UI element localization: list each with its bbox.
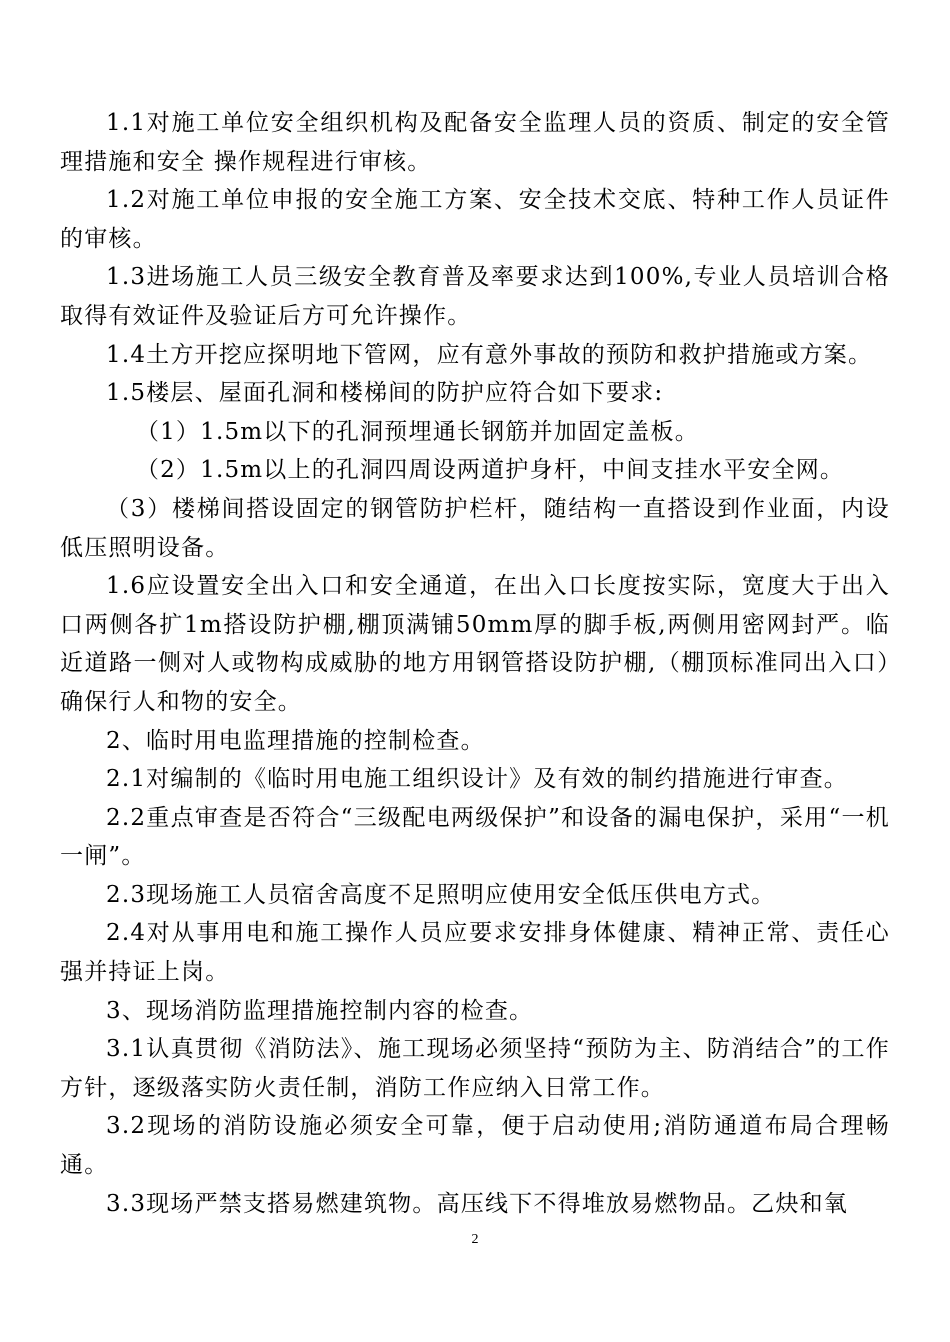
paragraph-2-2: 2.2重点审查是否符合“三级配电两级保护”和设备的漏电保护，采用“一机一闸”。 xyxy=(60,804,890,870)
list-item-2: （2）1.5m以上的孔洞四周设两道护身杆，中间支挂水平安全网。 xyxy=(135,457,845,484)
paragraph-2-4: 2.4对从事用电和施工操作人员应要求安排身体健康、精神正常、责任心强并持证上岗。 xyxy=(60,920,890,986)
paragraph-3-3: 3.3现场严禁支搭易燃建筑物。高压线下不得堆放易燃物品。乙炔和氧 xyxy=(106,1190,848,1217)
paragraph-3-2: 3.2现场的消防设施必须安全可靠，便于启动使用;消防通道布局合理畅通。 xyxy=(60,1113,890,1179)
paragraph-3-1: 3.1认真贯彻《消防法》、施工现场必须坚持“预防为主、防消结合”的工作方针，逐级落实防火责任制，消防工作应纳入日常工作。 xyxy=(60,1036,890,1101)
paragraph-2-1: 2.1对编制的《临时用电施工组织设计》及有效的制约措施进行审查。 xyxy=(106,766,848,793)
list-item-1: （1）1.5m以下的孔洞预埋通长钢筋并加固定盖板。 xyxy=(135,418,699,445)
document-body xyxy=(60,104,890,1223)
paragraph-1-4: 1.4土方开挖应探明地下管网，应有意外事故的预防和救护措施或方案。 xyxy=(106,341,873,368)
paragraph-1-1: 1.1对施工单位安全组织机构及配备安全监理人员的资质、制定的安全管理措施和安全 操作规程进行审核。 xyxy=(60,110,890,175)
paragraph-1-2: 1.2对施工单位申报的安全施工方案、安全技术交底、特种工作人员证件的审核。 xyxy=(60,187,890,252)
page-number: 2 xyxy=(471,1232,479,1247)
section-2-heading: 2、临时用电监理措施的控制检查。 xyxy=(106,727,485,754)
section-3-heading: 3、现场消防监理措施控制内容的检查。 xyxy=(106,997,534,1024)
paragraph-1-6: 1.6应设置安全出入口和安全通道，在出入口长度按实际，宽度大于出入口两侧各扩1m搭设防护棚,棚顶满铺50mm厚的脚手板,两侧用密网封严。临近道路一侧对人或物构成威胁的地方用钢管搭设防护棚,（棚顶标准同出入口）确保行人和物的安全。 xyxy=(60,573,890,715)
paragraph-1-5: 1.5楼层、屋面孔洞和楼梯间的防护应符合如下要求: xyxy=(106,380,664,407)
paragraph-2-3: 2.3现场施工人员宿舍高度不足照明应使用安全低压供电方式。 xyxy=(106,881,776,908)
paragraph-1-3: 1.3进场施工人员三级安全教育普及率要求达到100%,专业人员培训合格取得有效证件及验证后方可允许操作。 xyxy=(60,264,890,329)
list-item-3: （3）楼梯间搭设固定的钢管防护栏杆，随结构一直搭设到作业面，内设低压照明设备。 xyxy=(60,495,890,561)
